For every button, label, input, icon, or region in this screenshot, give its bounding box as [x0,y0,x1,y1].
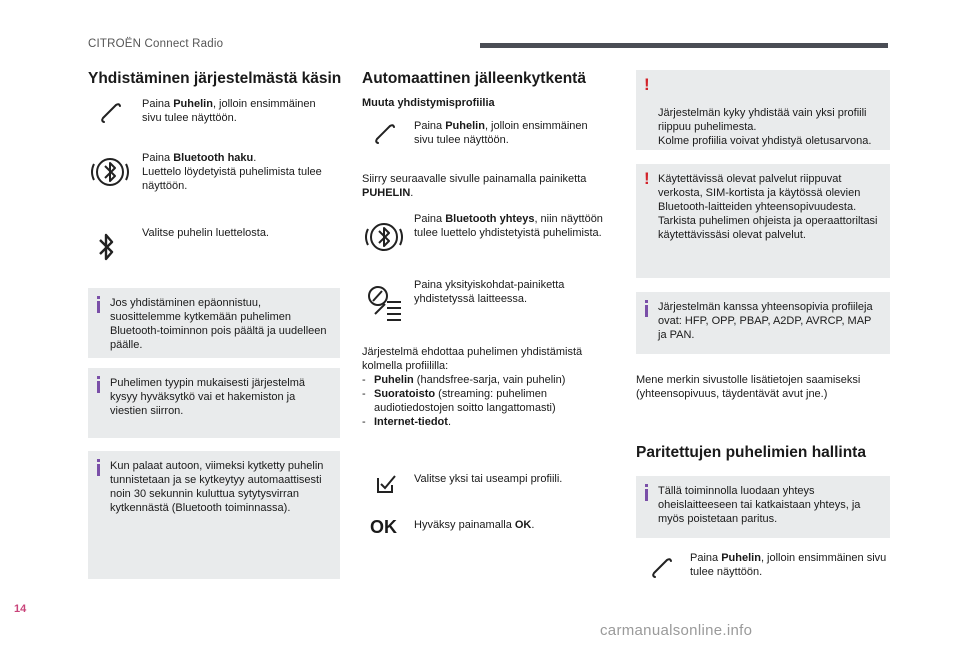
list-item: - Internet-tiedot. [362,416,452,428]
info-icon [645,484,648,501]
bluetooth-haku-label: Bluetooth haku [173,152,254,164]
col3-step1-text: Paina Puhelin, jolloin ensimmäinen sivu tulee näyttöön. [690,552,887,578]
phone-handset-icon [97,97,125,125]
col1-step1-text: Paina Puhelin, jolloin ensimmäinen sivu tulee näyttöön. [142,98,316,124]
info-icon [97,376,100,393]
col2-para1: Siirry seuraavalle sivulle painamalla painiketta PUHELIN. [362,173,587,199]
col1-step3-text: Valitse puhelin luettelosta. [142,227,269,239]
puhelin-button-label: PUHELIN [362,187,411,199]
section-title-manual-connection: Yhdistäminen järjestelmästä käsin [88,70,342,87]
info-icon [97,296,100,313]
info-note-4: Järjestelmän kanssa yhteensopivia profiileja ovat: HFP, OPP, PBAP, A2DP, AVRCP, MAP ja PAN. [636,292,890,354]
header-bar [480,43,888,48]
col2-step4-text: Valitse yksi tai useampi profiili. [414,473,563,485]
col2-step3-text: Paina yksityiskohdat-painiketta yhdistetyssä laitteessa. [414,279,565,305]
list-item: - Suoratoisto (streaming: puhelimen audiotiedostojen soitto langattomasti) [362,388,556,414]
section-title-paired-phones: Paritettujen puhelimien hallinta [636,444,866,461]
puhelin-label: Puhelin [721,552,761,564]
info-note-3: Kun palaat autoon, viimeksi kytketty puhelin tunnistetaan ja se kytkeytyy automaattisesti noin 30 sekunnin kuluttua sytytysvirran kytkennästä (Bluetooth toiminnassa). [88,451,340,579]
col2-para2: Järjestelmä ehdottaa puhelimen yhdistämistä kolmella profiililla: [362,346,583,372]
col2-step1-text: Paina Puhelin, jolloin ensimmäinen sivu tulee näyttöön. [414,120,588,146]
puhelin-label: Puhelin [173,98,213,110]
warning-note-1: ! Järjestelmän kyky yhdistää vain yksi profiili riippuu puhelimesta. Kolme profiilia voivat yhdistyä oletusarvona. [636,70,890,150]
info-note-5: Tällä toiminnolla luodaan yhteys oheislaitteeseen tai katkaistaan yhteys, ja myös poistetaan paritus. [636,476,890,538]
warning-icon: ! [644,169,650,188]
ok-icon: OK [370,517,397,537]
info-note-1: Jos yhdistäminen epäonnistuu, suosittelemme kytkemään puhelimen Bluetooth-toiminnon pois päältä ja uudelleen päälle. [88,288,340,358]
col2-step2-text: Paina Bluetooth yhteys, niin näyttöön tulee luettelo yhdistetyistä puhelimista. [414,213,603,239]
warning-note-2: ! Käytettävissä olevat palvelut riippuvat verkosta, SIM-kortista ja käytössä olevien Bluetooth-laitteiden yhteensopivuudesta. Tarkista puhelimen ohjeista ja operaattoriltasi käytettävissäsi olevat palvelut. [636,164,890,278]
checkbox-icon [376,474,398,494]
details-icon [365,282,405,322]
info-note-2: Puhelimen tyypin mukaisesti järjestelmä kysyy hyväksytkö vai et hakemiston ja viestien siirron. [88,368,340,438]
bluetooth-search-icon [90,152,130,192]
list-item: - Puhelin (handsfree-sarja, vain puhelin) [362,374,566,386]
section-title-auto-reconnect: Automaattinen jälleenkytkentä [362,70,586,87]
info-icon [97,459,100,476]
bluetooth-connection-icon [364,217,404,257]
page-number: 14 [14,603,27,615]
subtitle-change-profile: Muuta yhdistymisprofiilia [362,97,495,109]
warning-icon: ! [644,75,650,94]
profile-list [362,373,612,429]
col3-para1: Mene merkin sivustolle lisätietojen saamiseksi (yhteensopivuus, täydentävät avut jne.) [636,374,861,400]
phone-handset-icon [648,552,676,580]
col2-step5-text: Hyväksy painamalla OK. [414,519,535,531]
bluetooth-yhteys-label: Bluetooth yhteys [445,213,535,225]
phone-handset-icon [371,118,399,146]
puhelin-label: Puhelin [445,120,485,132]
ok-label: OK [514,519,532,531]
watermark: carmanualsonline.info [600,622,753,639]
col1-step2-text: Paina Bluetooth haku. Luettelo löydetyistä puhelimista tulee näyttöön. [142,152,322,192]
info-icon [645,300,648,317]
header-brand: CITROËN Connect Radio [88,38,224,50]
bluetooth-icon [96,232,118,262]
